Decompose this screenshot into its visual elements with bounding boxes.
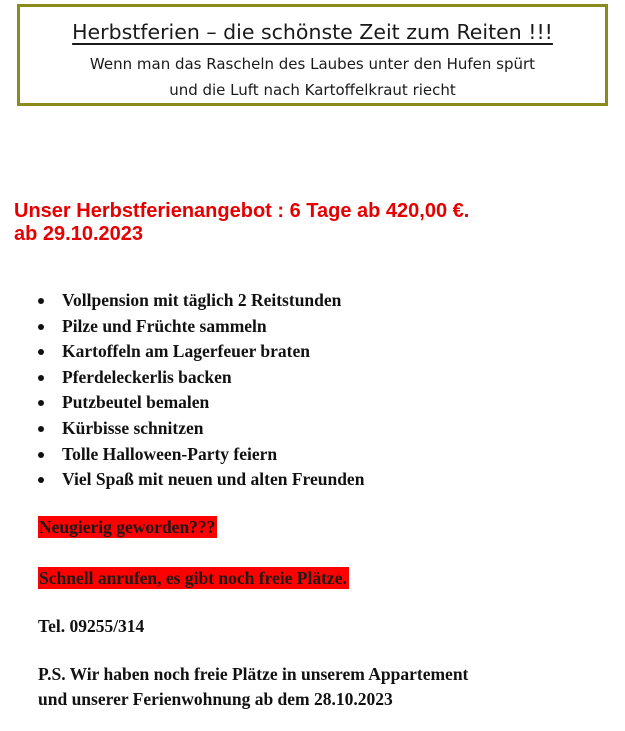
curious-highlight: Neugierig geworden??? <box>39 517 216 537</box>
list-item-text: Pferdeleckerlis backen <box>62 366 232 387</box>
bullet-icon <box>38 375 44 381</box>
bullet-icon <box>38 426 44 432</box>
list-item-text: Kürbisse schnitzen <box>62 417 204 438</box>
bullet-icon <box>38 298 44 304</box>
header-title: Herbstferien – die schönste Zeit zum Reiten !!! <box>72 20 553 44</box>
list-item-text: Vollpension mit täglich 2 Reitstunden <box>62 290 342 310</box>
list-item <box>20 365 364 391</box>
list-item-text: Tolle Halloween-Party feiern <box>62 443 278 464</box>
list-item <box>20 314 364 340</box>
list-item <box>20 467 364 493</box>
header-subtitle-line1: Wenn man das Rascheln des Laubes unter den Hufen spürt <box>89 55 536 73</box>
header-box <box>17 4 608 106</box>
bullet-icon <box>38 349 44 355</box>
header-subtitle-line2: und die Luft nach Kartoffelkraut riecht <box>169 81 456 99</box>
list-item <box>20 390 364 416</box>
list-item <box>20 288 364 314</box>
list-item <box>20 416 364 442</box>
curious-callout <box>38 515 217 539</box>
offer-heading <box>14 200 469 246</box>
activity-list <box>20 288 364 493</box>
list-item-text: Pilze und Früchte sammeln <box>62 315 267 336</box>
bullet-icon <box>38 400 44 406</box>
list-item-text: Viel Spaß mit neuen und alten Freunden <box>62 469 365 490</box>
bullet-icon <box>38 452 44 458</box>
list-item <box>20 442 364 468</box>
postscript-line1: P.S. Wir haben noch freie Plätze in unserem Appartement <box>38 664 469 684</box>
phone-number: Tel. 09255/314 <box>38 616 145 636</box>
list-item-text: Putzbeutel bemalen <box>62 392 210 413</box>
offer-line2: ab 29.10.2023 <box>14 223 143 245</box>
call-now-highlight: Schnell anrufen, es gibt noch freie Plätze. <box>39 568 347 588</box>
offer-line1: Unser Herbstferienangebot : 6 Tage ab 420,00 €. <box>14 200 470 222</box>
postscript-line2: und unserer Ferienwohnung ab dem 28.10.2023 <box>38 688 393 709</box>
list-item-text: Kartoffeln am Lagerfeuer braten <box>62 341 311 362</box>
list-item <box>20 339 364 365</box>
bullet-icon <box>38 477 44 483</box>
postscript <box>38 662 468 711</box>
call-now-callout <box>38 566 349 590</box>
header-subtitle <box>20 51 605 103</box>
bullet-icon <box>38 324 44 330</box>
